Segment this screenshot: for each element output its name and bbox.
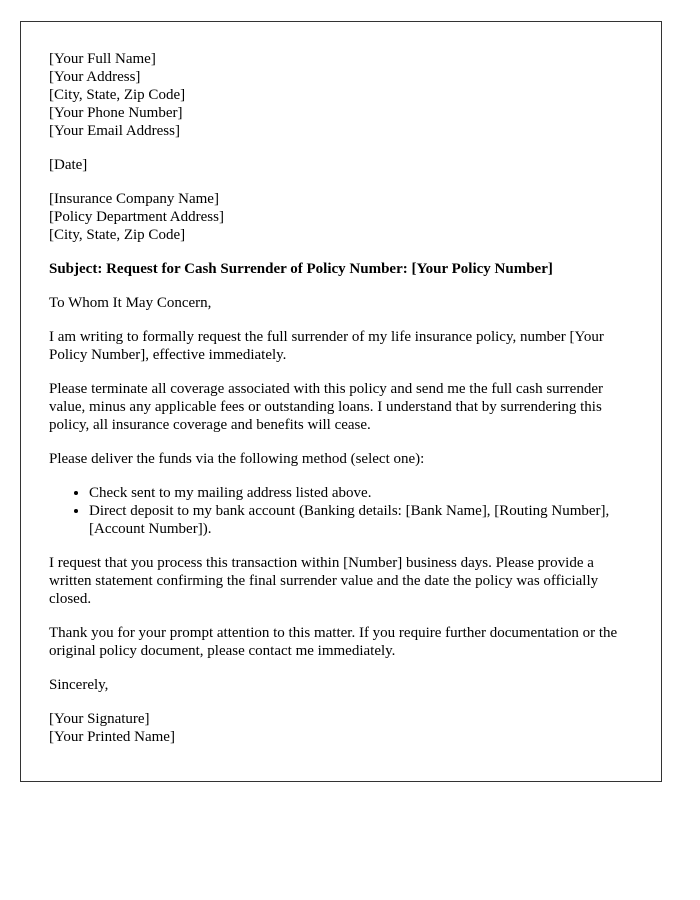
recipient-city: [City, State, Zip Code] [49, 227, 186, 243]
signature-block [49, 710, 633, 746]
sender-address: [Your Address] [49, 69, 141, 85]
salutation: To Whom It May Concern, [49, 295, 212, 311]
date: [Date] [49, 157, 88, 173]
sender-name: [Your Full Name] [49, 51, 156, 67]
sender-city: [City, State, Zip Code] [49, 87, 186, 103]
signature: [Your Signature] [49, 711, 150, 727]
letter [20, 21, 662, 782]
printed-name: [Your Printed Name] [49, 729, 175, 745]
body-paragraph: Please terminate all coverage associated with this policy and send me the full cash surrender value, minus any applicable fees or outstanding loans. I understand that by surrendering this policy, all insurance coverage and benefits will cease. [49, 381, 603, 433]
list-item: • Check sent to my mailing address listed above. [89, 484, 633, 502]
list-item: • Direct deposit to my bank account (Banking details: [Bank Name], [Routing Number], [Account Number]). [89, 502, 633, 538]
delivery-options-list [49, 484, 633, 538]
sender-block [49, 50, 633, 140]
recipient-block [49, 190, 633, 244]
recipient-address: [Policy Department Address] [49, 209, 224, 225]
body-paragraph: Please deliver the funds via the following method (select one): [49, 451, 425, 467]
recipient-company: [Insurance Company Name] [49, 191, 219, 207]
body-paragraph: I am writing to formally request the full surrender of my life insurance policy, number [Your Policy Number], effective immediately. [49, 329, 604, 363]
subject-line: Subject: Request for Cash Surrender of Policy Number: [Your Policy Number] [49, 261, 553, 277]
body-paragraph: Thank you for your prompt attention to this matter. If you require further documentation or the original policy document, please contact me immediately. [49, 625, 618, 659]
sender-email: [Your Email Address] [49, 123, 180, 139]
closing: Sincerely, [49, 677, 109, 693]
sender-phone: [Your Phone Number] [49, 105, 183, 121]
body-paragraph: I request that you process this transaction within [Number] business days. Please provide a written statement confirming the final surrender value and the date the policy was officially closed. [49, 555, 599, 607]
